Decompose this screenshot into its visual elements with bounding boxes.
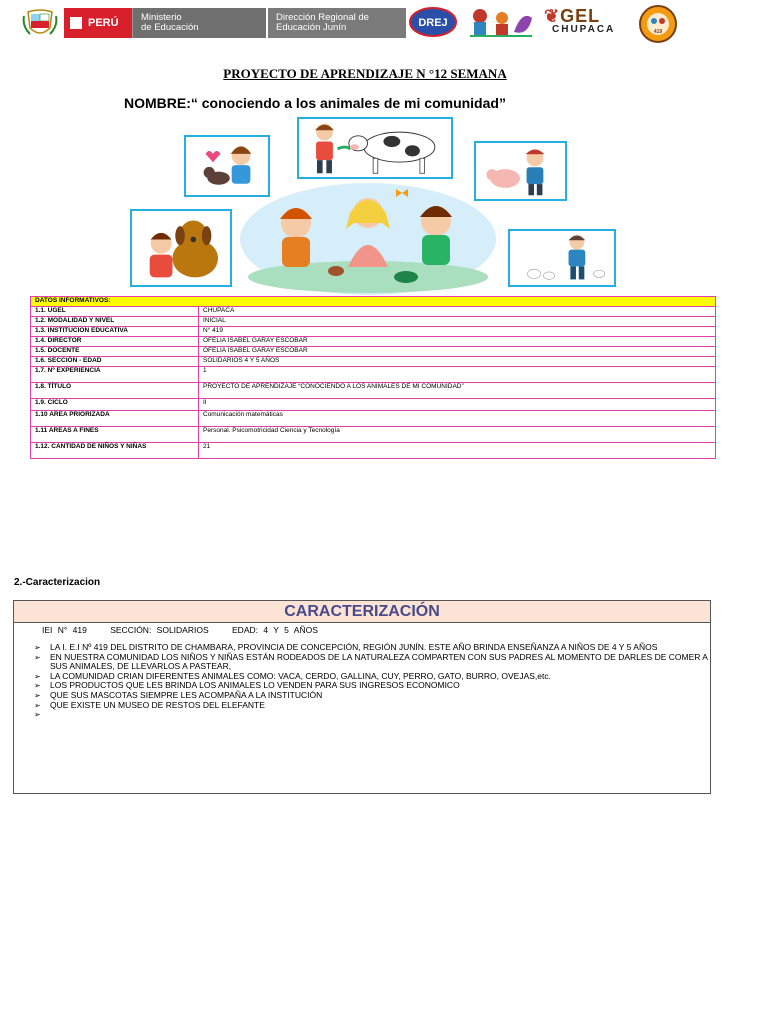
row-label: 1.10 AREA PRIORIZADA xyxy=(31,411,199,427)
row-value: II xyxy=(199,399,716,411)
row-value: 1 xyxy=(199,367,716,383)
ugel-logo: ❦GEL CHUPACA xyxy=(544,6,616,35)
row-label: 1.5. DOCENTE xyxy=(31,347,199,357)
project-name: NOMBRE:“ conociendo a los animales de mi comunidad” xyxy=(124,95,506,111)
list-item xyxy=(34,710,710,720)
direccion-label: Dirección Regional de Educación Junín xyxy=(268,8,406,38)
peru-label: PERÚ xyxy=(64,8,132,38)
iei-label: IEI N° 419 xyxy=(42,625,87,635)
child-with-dog-image xyxy=(130,209,232,287)
table-row xyxy=(31,347,716,357)
row-value: N° 419 xyxy=(199,327,716,337)
list-item: ➢ LA I. E.I Nº 419 DEL DISTRITO DE CHAMBARA, PROVINCIA DE CONCEPCIÓN, REGIÓN JUNÍN. ESTE AÑO BRINDA ENSEÑANZA A NIÑOS DE 4 Y 5 AÑOS xyxy=(34,643,710,653)
caracterizacion-box xyxy=(13,600,711,794)
table-row xyxy=(31,443,716,459)
row-label: 1.8. TÍTULO xyxy=(31,383,199,399)
row-value: OFELIA ISABEL GARAY ESCOBAR xyxy=(199,347,716,357)
svg-text:DREJ: DREJ xyxy=(418,17,448,29)
caracterizacion-title: CARACTERIZACIÓN xyxy=(14,601,710,623)
row-label: 1.6. SECCIÓN - EDAD xyxy=(31,357,199,367)
row-value: CHUPACA xyxy=(199,307,716,317)
table-row xyxy=(31,411,716,427)
section-heading: 2.-Caracterizacion xyxy=(14,577,101,588)
table-row xyxy=(31,427,716,443)
table-row xyxy=(31,317,716,327)
row-value: 21 xyxy=(199,443,716,459)
table-row xyxy=(31,357,716,367)
row-value: SOLIDARIOS 4 Y 5 AÑOS xyxy=(199,357,716,367)
table-row xyxy=(31,399,716,411)
seccion-label: SECCIÓN: SOLIDARIOS xyxy=(110,625,209,635)
caracterizacion-meta xyxy=(14,623,710,635)
school-seal-icon xyxy=(638,4,678,44)
coat-of-arms-icon xyxy=(22,8,58,38)
row-value: INICIAL xyxy=(199,317,716,327)
list-item: ➢ QUE SUS MASCOTAS SIEMPRE LES ACOMPAÑA A LA INSTITUCIÓN xyxy=(34,691,710,701)
table-row xyxy=(31,307,716,317)
row-label: 1.7. Nº EXPERIENCIA xyxy=(31,367,199,383)
table-row xyxy=(31,383,716,399)
caracterizacion-list xyxy=(14,643,710,720)
row-label: 1.4. DIRECTOR xyxy=(31,337,199,347)
list-item: ➢ EN NUESTRA COMUNIDAD LOS NIÑOS Y NIÑAS ESTÁN RODEADOS DE LA NATURALEZA COMPARTEN CON SUS PADRES AL MOMENTO DE DARLES DE COMER A SUS ANIMALES, DE LLEVARLOS A PASTEAR, xyxy=(34,653,710,672)
datos-informativos-table xyxy=(30,296,716,459)
drej-logo-icon xyxy=(408,6,458,38)
regional-mascot-icon xyxy=(466,6,536,40)
table-row xyxy=(31,327,716,337)
row-label: 1.11 AREAS A FINES xyxy=(31,427,199,443)
row-label: 1.3. INSTITUCION EDUCATIVA xyxy=(31,327,199,337)
table-heading-row xyxy=(31,297,716,307)
row-label: 1.1. UGEL xyxy=(31,307,199,317)
row-value: Personal. Psicomotricidad Ciencia y Tecnología xyxy=(199,427,716,443)
table-heading: DATOS INFORMATIVOS: xyxy=(31,297,716,307)
row-value: PROYECTO DE APRENDIZAJE “CONOCIENDO A LOS ANIMALES DE MI COMUNIDAD” xyxy=(199,383,716,399)
page-title: PROYECTO DE APRENDIZAJE N °12 SEMANA xyxy=(223,66,507,81)
row-label: 1.2. MODALIDAD Y NIVEL xyxy=(31,317,199,327)
svg-text:419: 419 xyxy=(653,29,663,35)
row-label: 1.12. CANTIDAD DE NIÑOS Y NIÑAS xyxy=(31,443,199,459)
edad-label: EDAD: 4 Y 5 AÑOS xyxy=(232,625,318,635)
ugel-u-icon: ❦ xyxy=(544,6,561,26)
table-row xyxy=(31,337,716,347)
row-label: 1.9. CICLO xyxy=(31,399,199,411)
list-item: ➢ LA COMUNIDAD CRIAN DIFERENTES ANIMALES COMO: VACA, CERDO, GALLINA, CUY, PERRO, GATO, BURRO, OVEJAS,etc. xyxy=(34,672,710,682)
row-value: OFELIA ISABEL GARAY ESCOBAR xyxy=(199,337,716,347)
ministerio-label: Ministerio de Educación xyxy=(132,8,266,38)
flag-icon xyxy=(70,17,82,29)
header-banner xyxy=(22,6,662,40)
row-value: Comunicación matemáticas xyxy=(199,411,716,427)
table-row xyxy=(31,367,716,383)
list-item: ➢ LOS PRODUCTOS QUE LES BRINDA LOS ANIMALES LO VENDEN PARA SUS INGRESOS ECONOMICO xyxy=(34,681,710,691)
list-item: ➢ QUE EXISTE UN MUSEO DE RESTOS DEL ELEFANTE xyxy=(34,701,710,711)
child-with-cow-image xyxy=(297,117,453,179)
children-with-animals-image xyxy=(236,173,500,295)
child-with-chickens-image xyxy=(508,229,616,287)
